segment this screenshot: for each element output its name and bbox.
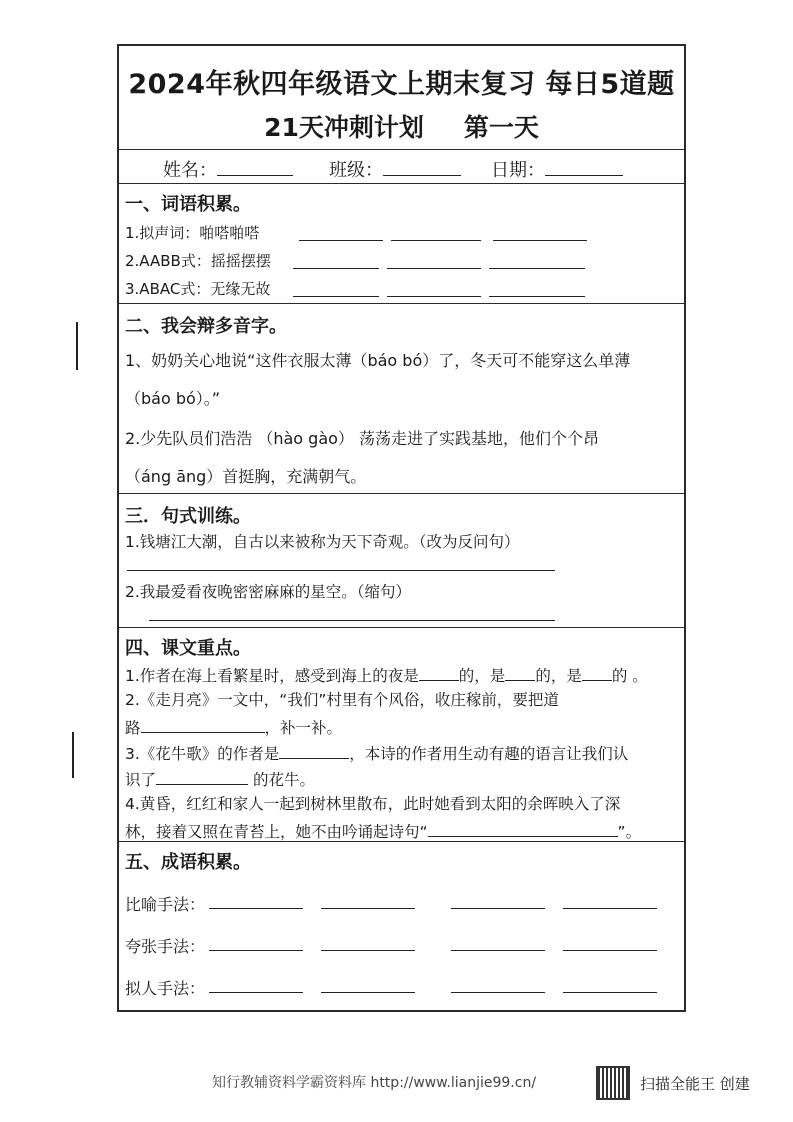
s1-blank[interactable] — [299, 240, 383, 241]
s5-blank[interactable] — [321, 950, 415, 951]
s1-blank[interactable] — [391, 240, 481, 241]
section-2-heading: 二、我会辩多音字。 — [125, 316, 287, 337]
name-field[interactable] — [217, 157, 293, 176]
s1-item-2: 2.AABB式：摇摇摆摆 — [125, 252, 271, 270]
s5-item-3: 拟人手法： — [125, 979, 206, 998]
s2-question-2: 2.少先队员们浩浩 （hào gào） 荡荡走进了实践基地，他们个个昂 （áng āng）首挺胸，充满朝气。 — [125, 429, 600, 486]
section-5 — [119, 842, 684, 1012]
binding-mark-top — [76, 322, 78, 370]
s3-question-2: 2.我最爱看夜晚密密麻麻的星空。（缩句） — [125, 583, 412, 601]
s5-blank[interactable] — [563, 950, 657, 951]
section-4 — [119, 628, 684, 842]
s3-answer-line-1[interactable] — [127, 570, 555, 571]
s1-item-1: 1.拟声词：啪嗒啪嗒 — [125, 224, 260, 242]
s5-item-2: 夸张手法： — [125, 937, 206, 956]
worksheet — [117, 44, 686, 1012]
s4-item-4a: 4.黄昏，红红和家人一起到树林里散布，此时她看到太阳的余晖映入了深 — [125, 795, 621, 813]
s5-blank[interactable] — [209, 908, 303, 909]
s4-item-2a: 2.《走月亮》一文中，“我们”村里有个风俗，收庄稼前，要把道 — [125, 691, 559, 709]
s4-blank[interactable] — [279, 740, 349, 759]
title-line-2: 21天冲刺计划 第一天 — [264, 113, 539, 142]
footer-watermark: 知行教辅资料学霸资料库 http://www.lianjie99.cn/ — [212, 1075, 537, 1091]
s4-blank[interactable] — [582, 662, 612, 681]
s1-blank[interactable] — [293, 296, 379, 297]
name-label: 姓名： — [163, 160, 217, 181]
section-3 — [119, 494, 684, 628]
s5-blank[interactable] — [321, 908, 415, 909]
section-3-heading: 三．句式训练。 — [125, 506, 251, 527]
s1-blank[interactable] — [489, 296, 585, 297]
s2-question-1: 1、奶奶关心地说“这件衣服太薄（báo bó）了，冬天可不能穿这么单薄 （báo bó）。” — [125, 351, 631, 408]
section-4-heading: 四、课文重点。 — [125, 638, 251, 659]
s1-blank[interactable] — [387, 268, 481, 269]
s5-blank[interactable] — [451, 908, 545, 909]
section-5-heading: 五、成语积累。 — [125, 852, 251, 873]
s5-item-1: 比喻手法： — [125, 895, 206, 914]
s4-blank[interactable] — [419, 662, 459, 681]
student-info-row — [119, 150, 684, 184]
class-label: 班级： — [329, 160, 383, 181]
s4-item-3a: 3.《花牛歌》的作者是 ，本诗的作者用生动有趣的语言让我们认 — [125, 740, 628, 764]
date-label: 日期： — [491, 160, 545, 181]
s5-blank[interactable] — [209, 950, 303, 951]
s4-item-3b: 识了 的花牛。 — [125, 766, 315, 790]
s4-item-4b: 林，接着又照在青苔上，她不由吟诵起诗句“ ”。 — [125, 818, 641, 842]
s5-blank[interactable] — [451, 992, 545, 993]
s3-answer-line-2[interactable] — [149, 620, 555, 621]
s1-blank[interactable] — [493, 240, 587, 241]
s1-blank[interactable] — [489, 268, 585, 269]
s4-blank[interactable] — [505, 662, 535, 681]
s4-blank[interactable] — [428, 818, 618, 837]
s4-item-2b: 路 ，补一补。 — [125, 714, 342, 738]
s5-blank[interactable] — [451, 950, 545, 951]
s5-blank[interactable] — [563, 992, 657, 993]
binding-mark-bottom — [72, 732, 74, 778]
s5-blank[interactable] — [321, 992, 415, 993]
s4-item-1: 1.作者在海上看繁星时，感受到海上的夜是 的，是 的，是 的 。 — [125, 662, 648, 686]
title-line-1: 2024年秋四年级语文上期末复习 每日5道题 — [128, 69, 675, 100]
section-1-heading: 一、词语积累。 — [125, 194, 251, 215]
scanner-label: 扫描全能王 创建 — [640, 1075, 750, 1093]
title-block — [119, 46, 684, 150]
qr-code-icon — [596, 1066, 630, 1100]
s4-blank[interactable] — [141, 714, 265, 733]
s3-question-1: 1.钱塘江大潮，自古以来被称为天下奇观。（改为反问句） — [125, 533, 520, 551]
class-field[interactable] — [383, 157, 461, 176]
s1-blank[interactable] — [387, 296, 481, 297]
section-1 — [119, 184, 684, 304]
s1-blank[interactable] — [293, 268, 379, 269]
s1-item-3: 3.ABAC式：无缘无故 — [125, 280, 271, 298]
s5-blank[interactable] — [563, 908, 657, 909]
section-2 — [119, 304, 684, 494]
s5-blank[interactable] — [209, 992, 303, 993]
date-field[interactable] — [545, 157, 623, 176]
s4-blank[interactable] — [156, 766, 248, 785]
